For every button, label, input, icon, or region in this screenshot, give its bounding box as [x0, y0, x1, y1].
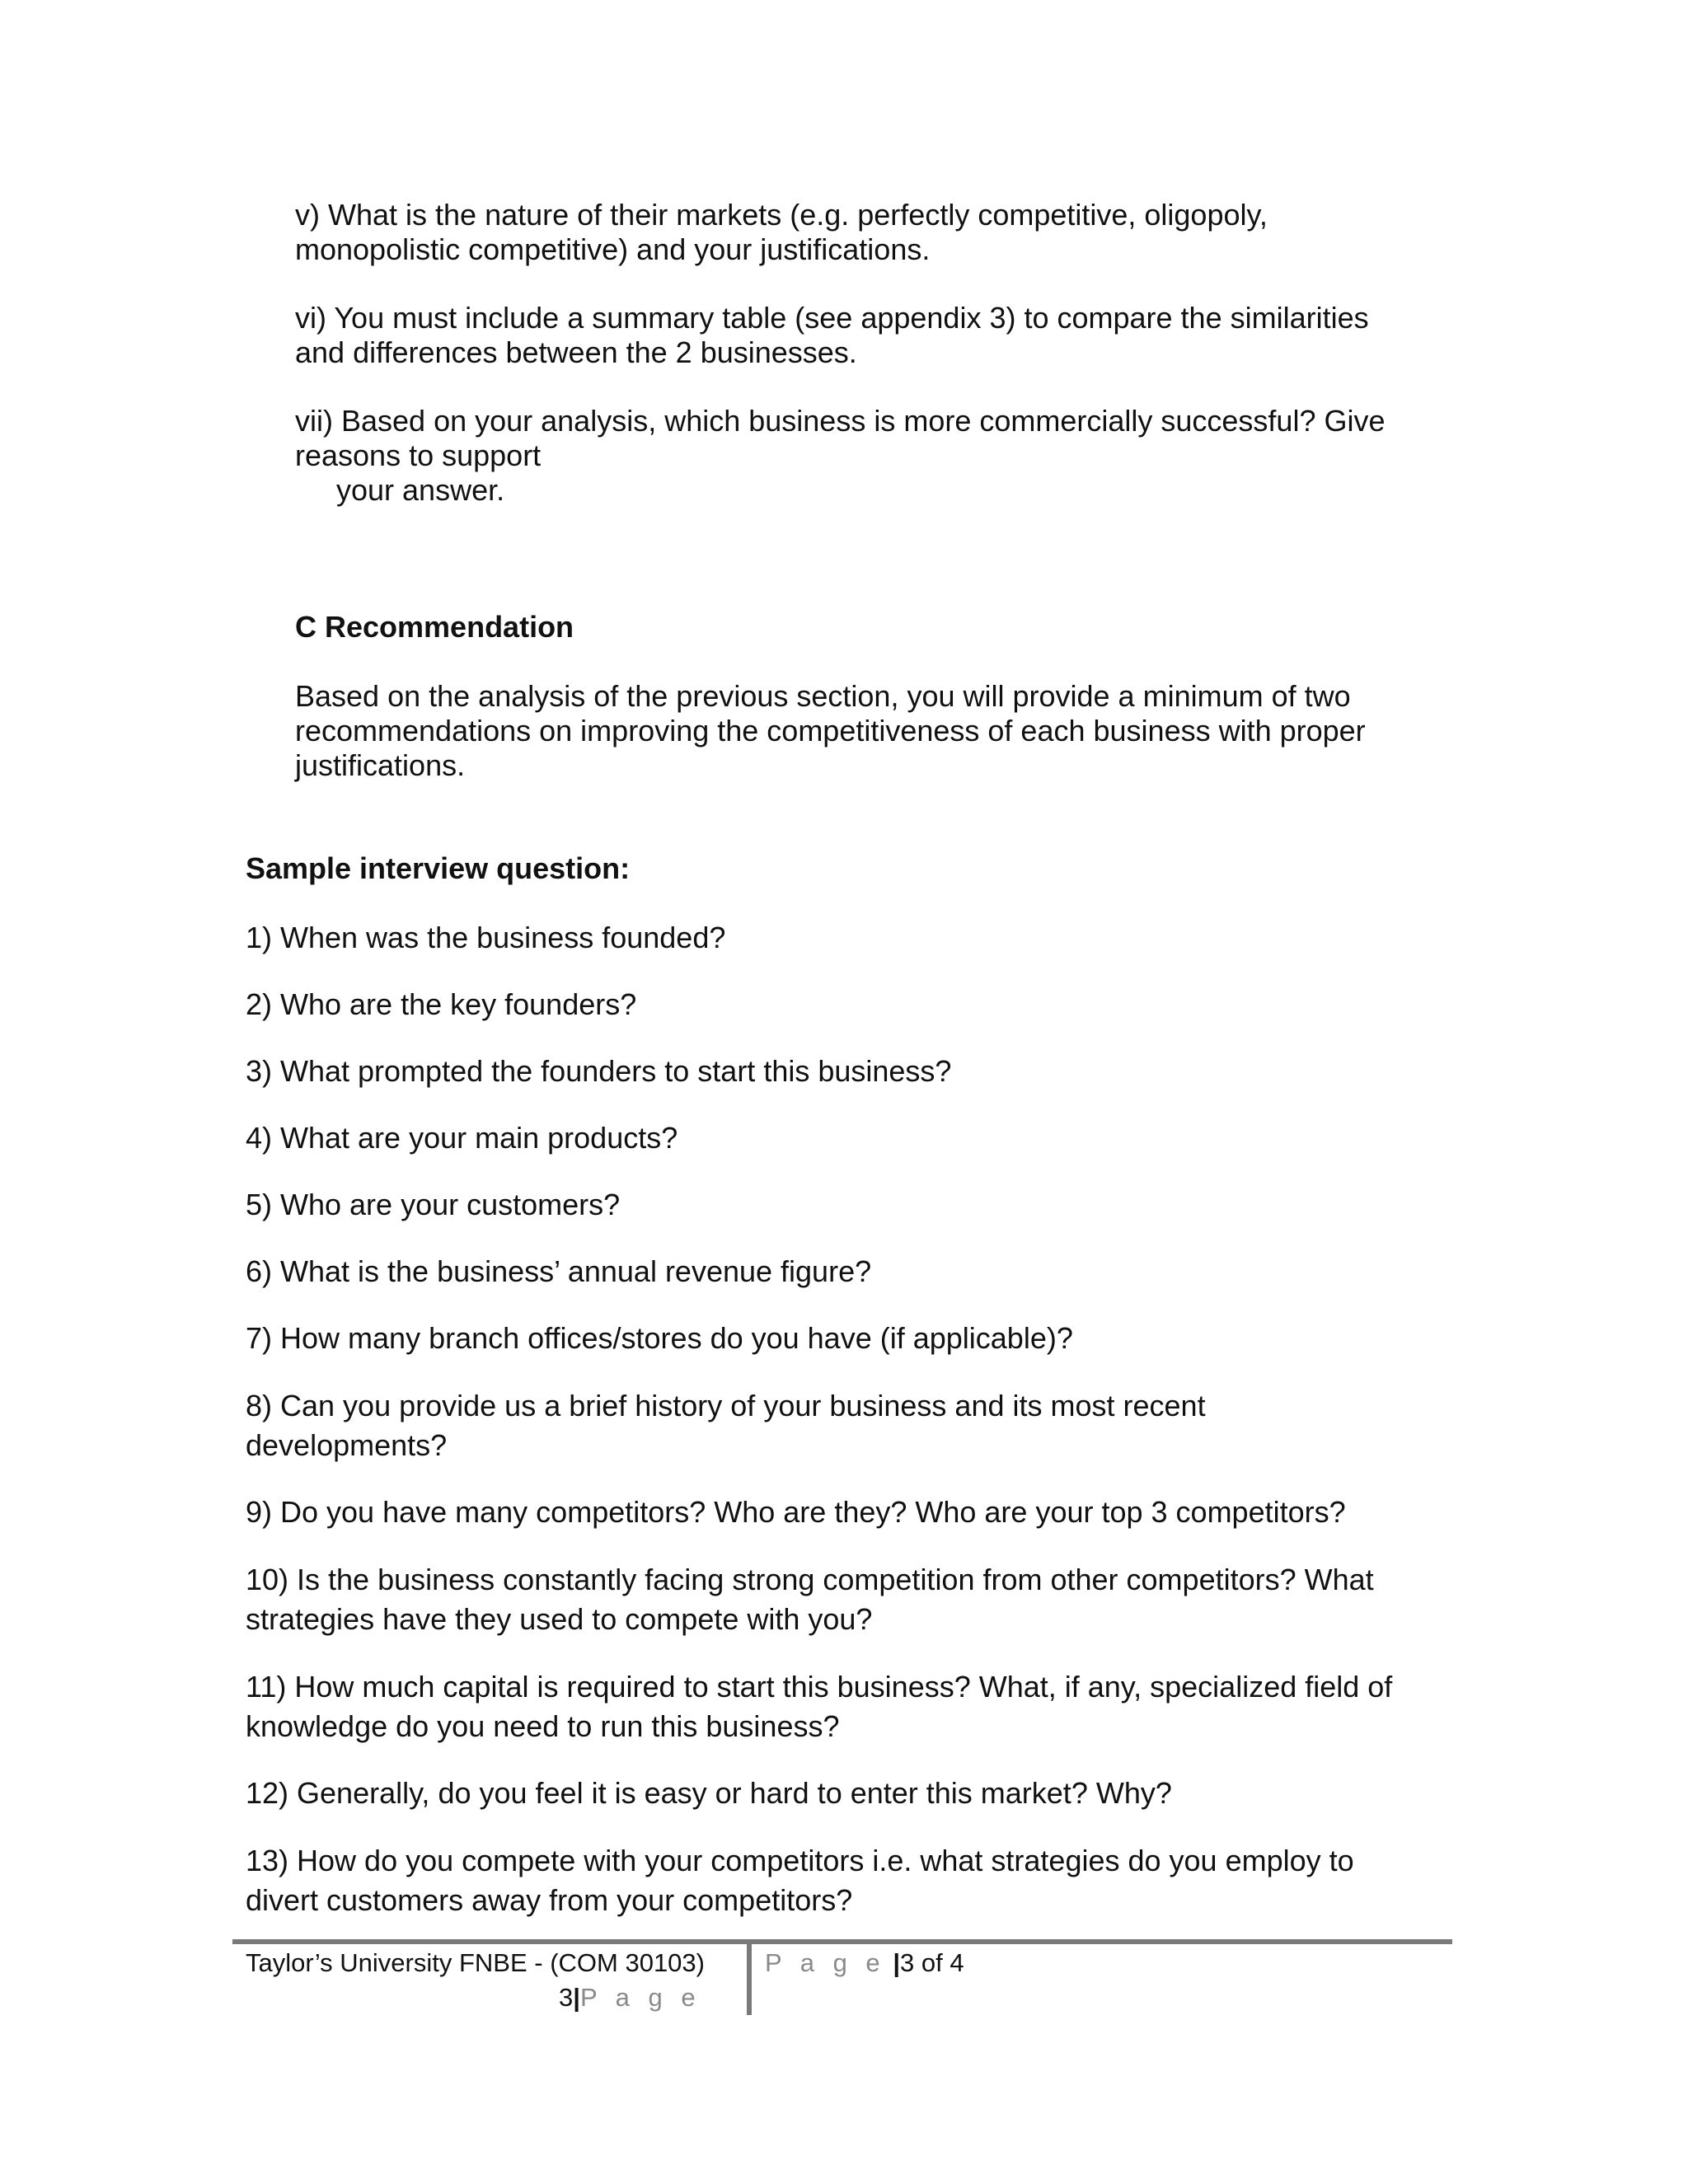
- interview-question-8-line-1: 8) Can you provide us a brief history of your business and its most recent: [246, 1389, 1206, 1422]
- section-b-item-vii-line-1: vii) Based on your analysis, which business is more commercially successful? Give: [295, 404, 1386, 438]
- section-b-item-v-line-2: monopolistic competitive) and your justifications.: [295, 232, 931, 266]
- interview-question-11-line-2: knowledge do you need to run this business?: [246, 1709, 840, 1743]
- section-b-item-vii-line-3: your answer.: [336, 473, 505, 507]
- recommendation-heading: C Recommendation: [295, 610, 574, 644]
- footer-right-page-info: 3 of 4: [900, 1948, 964, 1977]
- section-b-item-vii-line-2: reasons to support: [295, 438, 542, 472]
- interview-question-2: 2) Who are the key founders?: [246, 987, 637, 1021]
- interview-question-5: 5) Who are your customers?: [246, 1188, 621, 1221]
- footer-rule: [232, 1939, 1452, 1944]
- footer-left-page-word: P a g e: [579, 1983, 701, 2012]
- recommendation-body-line-3: justifications.: [295, 748, 466, 782]
- interview-question-13-line-1: 13) How do you compete with your competitors i.e. what strategies do you employ to: [246, 1844, 1354, 1877]
- recommendation-body-line-2: recommendations on improving the competitiveness of each business with proper: [295, 714, 1366, 748]
- interview-question-11-line-1: 11) How much capital is required to start this business? What, if any, specialized field of: [246, 1670, 1393, 1704]
- section-b-item-vi-line-2: and differences between the 2 businesses.: [295, 335, 857, 369]
- recommendation-body-line-1: Based on the analysis of the previous section, you will provide a minimum of two: [295, 679, 1351, 713]
- interview-question-10-line-1: 10) Is the business constantly facing strong competition from other competitors? What: [246, 1563, 1374, 1596]
- interview-question-12: 12) Generally, do you feel it is easy or hard to enter this market? Why?: [246, 1776, 1172, 1810]
- footer-right-separator: |: [893, 1948, 900, 1977]
- interview-question-7: 7) How many branch offices/stores do you have (if applicable)?: [246, 1321, 1073, 1355]
- interview-question-3: 3) What prompted the founders to start this business?: [246, 1054, 952, 1088]
- interview-question-10-line-2: strategies have they used to compete with you?: [246, 1602, 873, 1636]
- footer-divider: [747, 1944, 752, 2015]
- interview-question-4: 4) What are your main products?: [246, 1121, 678, 1155]
- interview-heading: Sample interview question:: [246, 851, 631, 885]
- footer-left-page-number: 3: [559, 1983, 574, 2012]
- interview-question-8-line-2: developments?: [246, 1428, 448, 1462]
- footer-right-page-label: [765, 1948, 964, 1978]
- interview-question-9: 9) Do you have many competitors? Who are they? Who are your top 3 competitors?: [246, 1495, 1346, 1529]
- interview-question-13-line-2: divert customers away from your competitors?: [246, 1883, 853, 1917]
- interview-question-6: 6) What is the business’ annual revenue figure?: [246, 1254, 872, 1288]
- footer-left-page-label: [559, 1983, 701, 2013]
- footer-course-label: Taylor’s University FNBE - (COM 30103): [246, 1948, 705, 1977]
- section-b-item-vi-line-1: vi) You must include a summary table (see appendix 3) to compare the similarities: [295, 301, 1369, 335]
- section-b-item-v-line-1: v) What is the nature of their markets (e.g. perfectly competitive, oligopoly,: [295, 198, 1268, 232]
- footer-right-page-word: P a g e: [765, 1948, 886, 1977]
- footer-left-separator: |: [573, 1983, 580, 2012]
- interview-question-1: 1) When was the business founded?: [246, 921, 726, 954]
